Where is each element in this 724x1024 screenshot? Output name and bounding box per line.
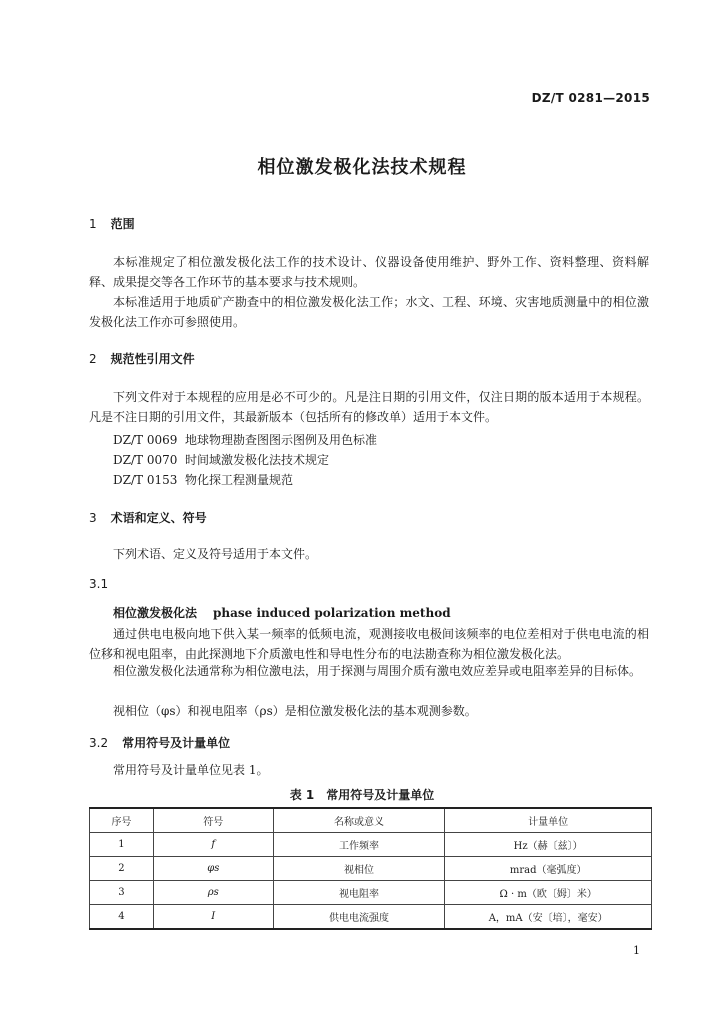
table-cell: 4 — [90, 905, 154, 930]
standard-code: DZ/T 0281—2015 — [531, 91, 650, 105]
table-cell: Hz（赫〔兹〕） — [445, 833, 652, 857]
table-cell: 3 — [90, 881, 154, 905]
table-cell: 供电电流强度 — [273, 905, 445, 930]
reference-item — [113, 431, 377, 448]
paragraph: 本标准规定了相位激发极化法工作的技术设计、仪器设备使用维护、野外工作、资料整理、资料解释、成果提交等各工作环节的基本要求与技术规则。 — [89, 255, 649, 289]
section-number: 3.2 — [89, 736, 109, 750]
table-cell: 1 — [90, 833, 154, 857]
reference-code: DZ/T 0070 — [113, 453, 178, 467]
column-header: 符号 — [153, 808, 273, 833]
term-english: phase induced polarization method — [213, 606, 451, 620]
symbols-table — [89, 807, 652, 930]
paragraph: 下列术语、定义及符号适用于本文件。 — [113, 547, 318, 561]
document-title: 相位激发极化法技术规程 — [257, 157, 467, 178]
subsection-3-1-number: 3.1 — [89, 577, 109, 591]
table-header-row — [90, 808, 652, 833]
table-row — [90, 833, 652, 857]
section-title: 范围 — [110, 217, 135, 231]
column-header: 计量单位 — [445, 808, 652, 833]
section-number: 3 — [89, 511, 97, 525]
paragraph: 常用符号及计量单位见表 1。 — [113, 763, 269, 777]
table-caption: 表 1 常用符号及计量单位 — [289, 788, 435, 802]
column-header: 序号 — [90, 808, 154, 833]
table-cell: φs — [153, 857, 273, 881]
reference-item — [113, 451, 329, 468]
subsection-3-2-heading — [89, 734, 230, 751]
table-cell: 视相位 — [273, 857, 445, 881]
column-header: 名称或意义 — [273, 808, 445, 833]
table-cell: 工作频率 — [273, 833, 445, 857]
table-cell: f — [153, 833, 273, 857]
section-title: 规范性引用文件 — [110, 352, 195, 366]
reference-code: DZ/T 0153 — [113, 473, 178, 487]
table-cell: 2 — [90, 857, 154, 881]
page-number: 1 — [633, 944, 640, 957]
table-cell: ρs — [153, 881, 273, 905]
term-chinese: 相位激发极化法 — [113, 606, 198, 620]
section-title: 常用符号及计量单位 — [122, 736, 231, 750]
table-row — [90, 905, 652, 930]
section-title: 术语和定义、符号 — [110, 511, 207, 525]
section-2-heading — [89, 350, 195, 367]
section-number: 2 — [89, 352, 97, 366]
paragraph: 相位激发极化法通常称为相位激电法，用于探测与周围介质有激电效应差异或电阻率差异的目标体。 — [113, 664, 642, 678]
section-1-heading — [89, 215, 135, 232]
paragraph: 通过供电电极向地下供入某一频率的低频电流，观测接收电极间该频率的电位差相对于供电电流的相位移和视电阻率，由此探测地下介质激电性和导电性分布的电法勘查称为相位激发极化法。 — [89, 627, 649, 661]
reference-item — [113, 471, 293, 488]
section-number: 1 — [89, 217, 97, 231]
table-cell: I — [153, 905, 273, 930]
reference-title: 地球物理勘查图图示图例及用色标准 — [185, 433, 378, 447]
paragraph: 下列文件对于本规程的应用是必不可少的。凡是注日期的引用文件，仅注日期的版本适用于本规程。凡是不注日期的引用文件，其最新版本（包括所有的修改单）适用于本文件。 — [89, 390, 649, 424]
paragraph: 本标准适用于地质矿产勘查中的相位激发极化法工作；水文、工程、环境、灾害地质测量中的相位激发极化法工作亦可参照使用。 — [89, 295, 649, 329]
reference-title: 物化探工程测量规范 — [185, 473, 294, 487]
paragraph: 视相位（φs）和视电阻率（ρs）是相位激发极化法的基本观测参数。 — [113, 704, 477, 718]
table-cell: 视电阻率 — [273, 881, 445, 905]
reference-code: DZ/T 0069 — [113, 433, 178, 447]
table-cell: Ω · m（欧〔姆〕米） — [445, 881, 652, 905]
reference-title: 时间域激发极化法技术规定 — [185, 453, 330, 467]
table-cell: mrad（毫弧度） — [445, 857, 652, 881]
table-row — [90, 881, 652, 905]
table-cell: A，mA（安〔培〕，毫安） — [445, 905, 652, 930]
term-entry — [89, 603, 649, 623]
table-row — [90, 857, 652, 881]
section-3-heading — [89, 509, 207, 526]
